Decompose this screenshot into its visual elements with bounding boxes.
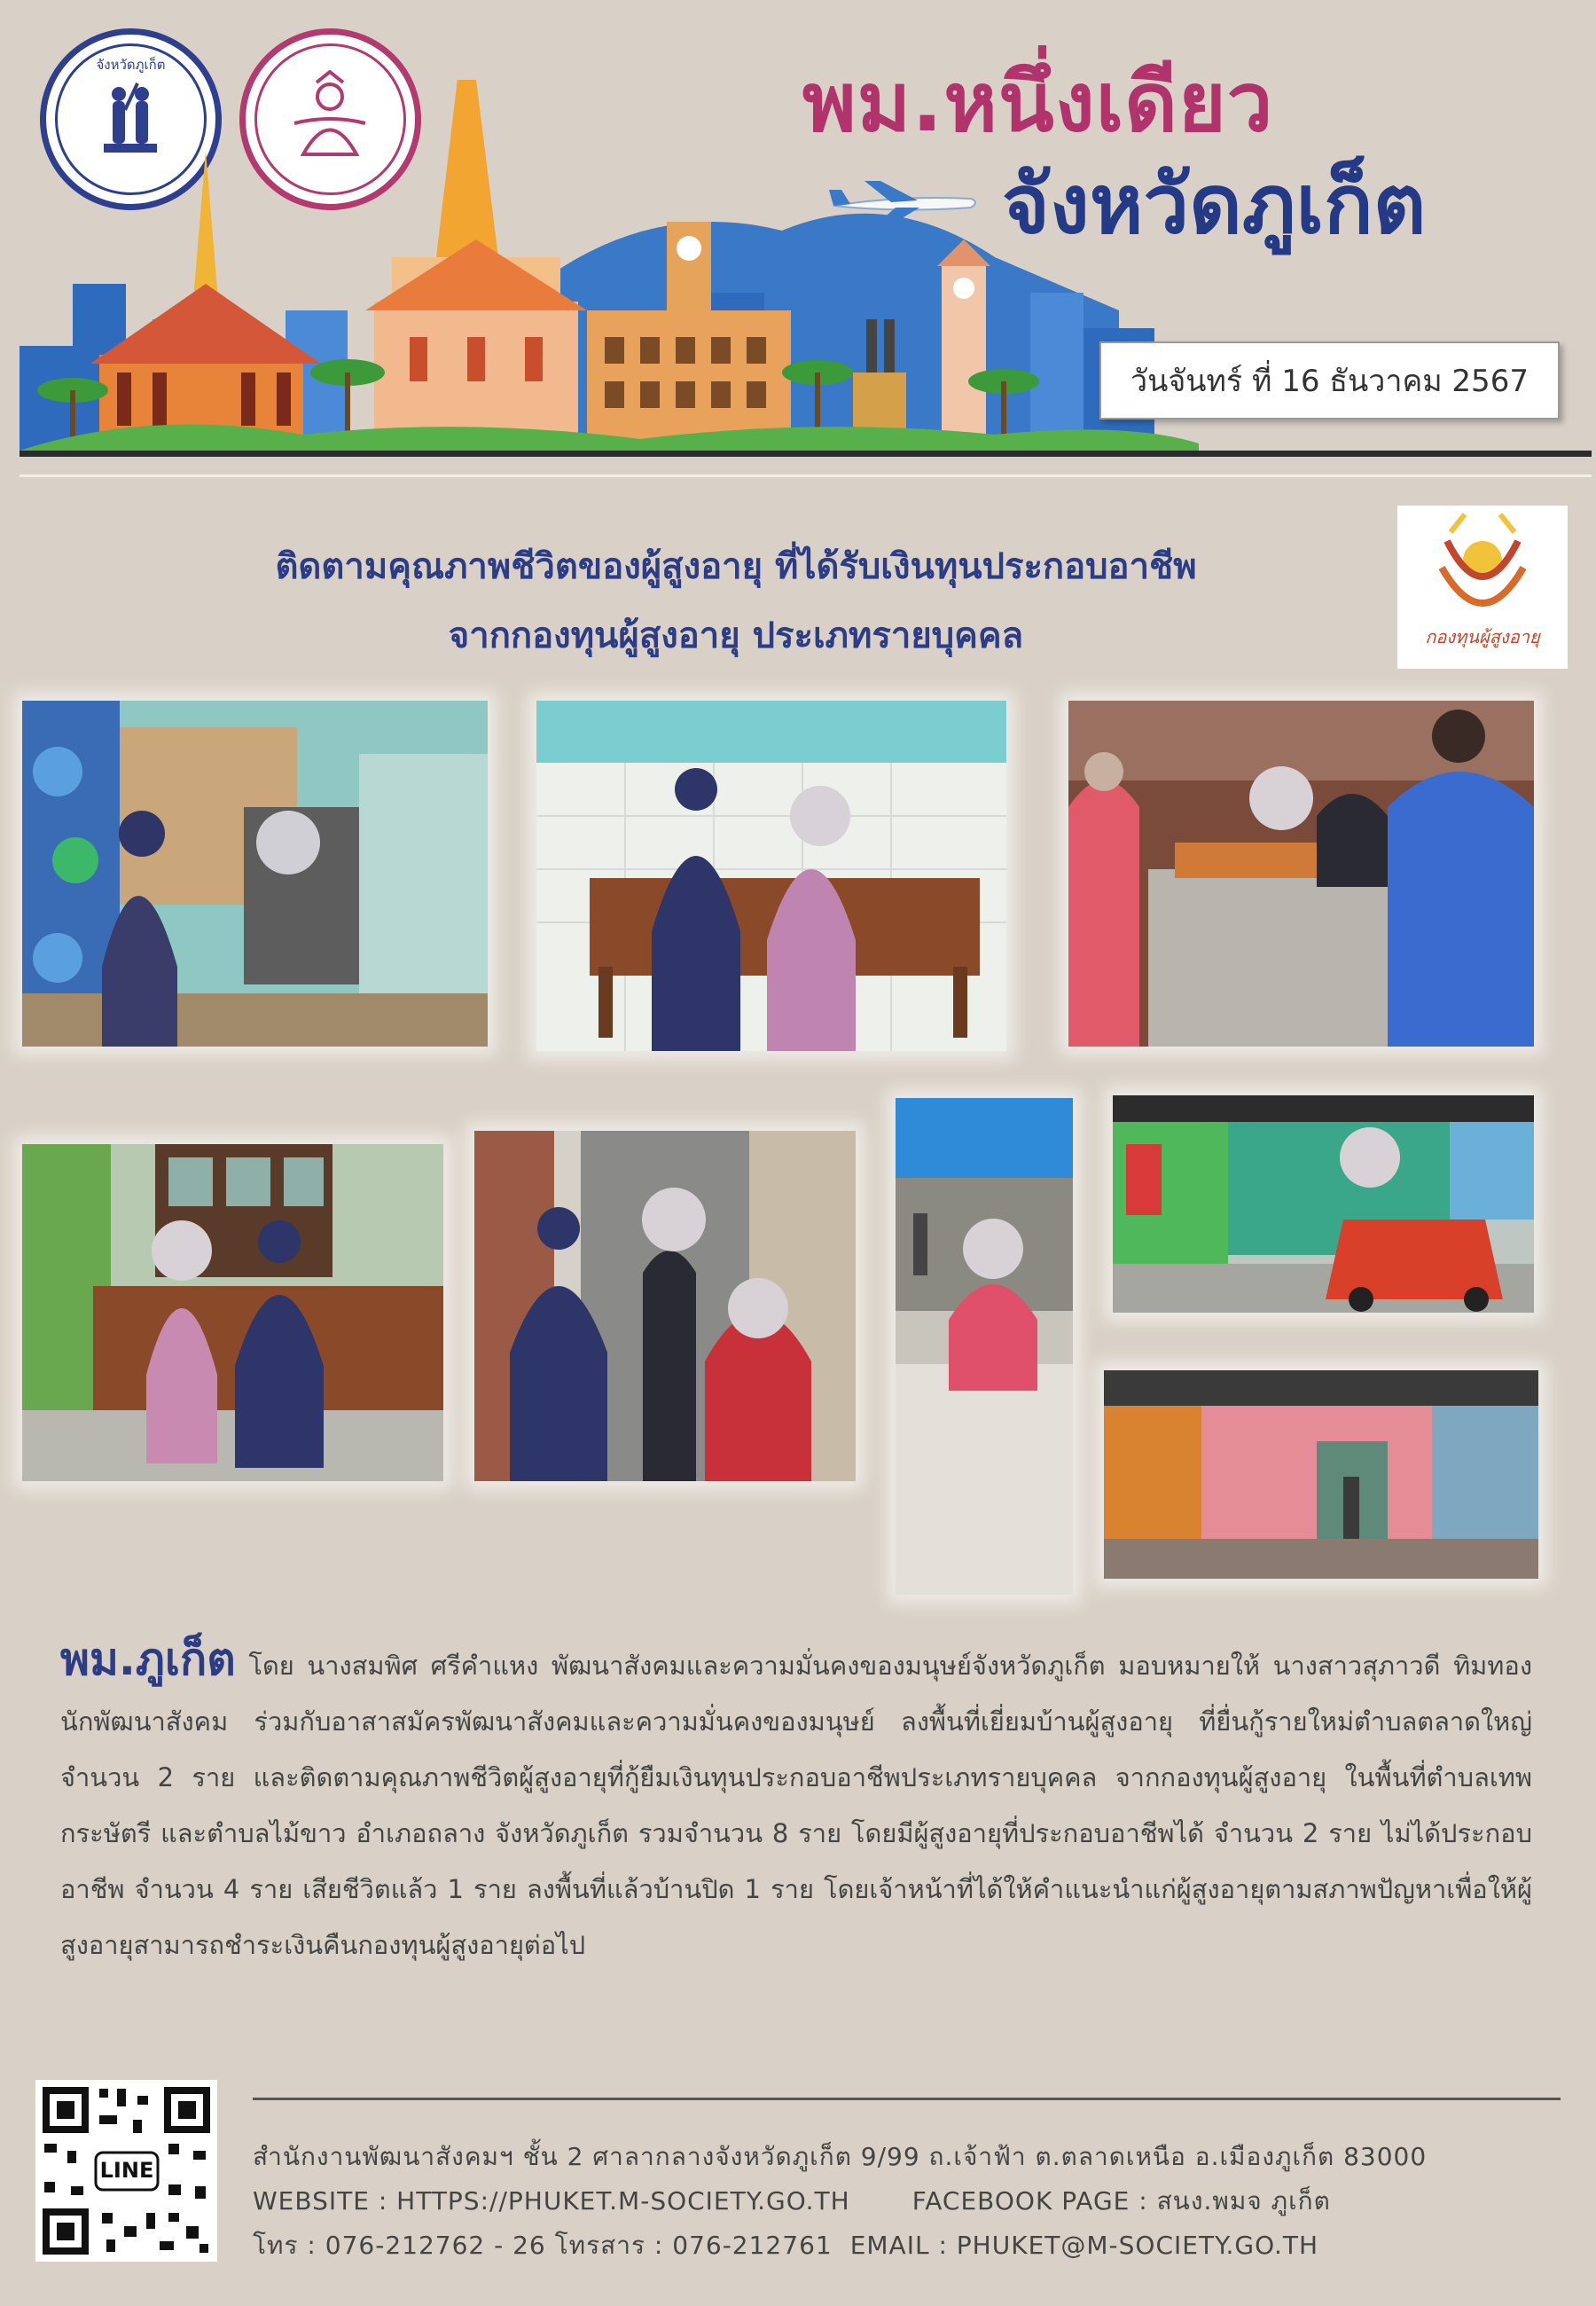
photo-doorway-visit (474, 1131, 856, 1481)
body-lead: พม.ภูเก็ต (60, 1634, 236, 1685)
title-line-1: พม.หนึ่งเดียว (802, 55, 1274, 150)
qr-label: LINE (99, 2158, 154, 2183)
seal-text: จังหวัดภูเก็ต (96, 57, 166, 73)
photo-house-front (1104, 1370, 1538, 1579)
line-qr-code[interactable] (35, 2080, 217, 2262)
header-divider-light (20, 475, 1592, 477)
heading-line-1: ติดตามคุณภาพชีวิตของผู้สูงอายุ ที่ได้รับเงินทุนประกอบอาชีพ (275, 546, 1197, 587)
phone-number: โทร : 076-212762 - 26 โทรสาร : 076-212761 (253, 2231, 833, 2260)
photo-food-stall (1068, 701, 1534, 1047)
website-link[interactable]: WEBSITE : HTTPS://PHUKET.M-SOCIETY.GO.TH (253, 2186, 850, 2216)
photo-porch-bench (22, 1144, 443, 1481)
elderly-fund-logo (1397, 506, 1568, 669)
header-divider (20, 451, 1592, 457)
fund-logo-text: กองทุนผู้สูงอายุ (1425, 626, 1540, 647)
title-line-2: จังหวัดภูเก็ต (1002, 157, 1427, 252)
photo-bench-visit (536, 701, 1006, 1051)
airplane-icon (829, 177, 980, 231)
footer-links (253, 2182, 1331, 2221)
article-heading (124, 532, 1348, 671)
body-paragraph: โดย นางสมพิศ ศรีคำแหง พัฒนาสังคมและความมั่นคงของมนุษย์จังหวัดภูเก็ต มอบหมายให้ นางสาวสุภาวดี ทิมทอง นักพัฒนาสังคม ร่วมกับอาสาสมัครพัฒนาสังคมและความมั่นคงของมนุษย์ ลงพื้นที่เยี่ยมบ้านผู้สูงอายุ ที่ยื่นกู้รายใหม่ตำบลตลาดใหญ่ จำนวน 2 ราย และติดตามคุณภาพชีวิตผู้สูงอายุที่กู้ยืมเงินทุนประกอบอาชีพประเภทรายบุคคล จากกองทุนผู้สูงอายุ ในพื้นที่ตำบลเทพกระษัตรี และตำบลไม้ขาว อำเภอถลาง จังหวัดภูเก็ต รวมจำนวน 8 ราย โดยมีผู้สูงอายุที่ประกอบอาชีพได้ จำนวน 2 ราย ไม่ได้ประกอบอาชีพ จำนวน 4 ราย เสียชีวิตแล้ว 1 ราย ลงพื้นที่แล้วบ้านปิด 1 ราย โดยเจ้าหน้าที่ได้ให้คำแนะนำแก่ผู้สูงอายุตามสภาพปัญหาเพื่อให้ผู้สูงอายุสามารถชำระเงินคืนกองทุนผู้สูงอายุต่อไป (60, 1651, 1532, 1960)
footer-address: สำนักงานพัฒนาสังคมฯ ชั้น 2 ศาลากลางจังหวัดภูเก็ต 9/99 ถ.เจ้าฟ้า ต.ตลาดเหนือ อ.เมืองภูเก็ต 83000 (253, 2142, 1428, 2171)
email-link[interactable]: EMAIL : PHUKET@M-SOCIETY.GO.TH (849, 2231, 1319, 2260)
footer-contact (253, 2226, 1318, 2265)
facebook-link[interactable]: FACEBOOK PAGE : สนง.พมจ ภูเก็ต (911, 2186, 1331, 2216)
date-badge: วันจันทร์ ที่ 16 ธันวาคม 2567 (1099, 341, 1560, 420)
photo-shop-front (1113, 1095, 1534, 1313)
heading-line-2: จากกองทุนผู้สูงอายุ ประเภทรายบุคคล (448, 616, 1024, 656)
photo-shop-visit (22, 701, 488, 1047)
photo-market-vendor (896, 1098, 1073, 1595)
footer-divider (253, 2098, 1561, 2100)
article-body (60, 1632, 1532, 1973)
